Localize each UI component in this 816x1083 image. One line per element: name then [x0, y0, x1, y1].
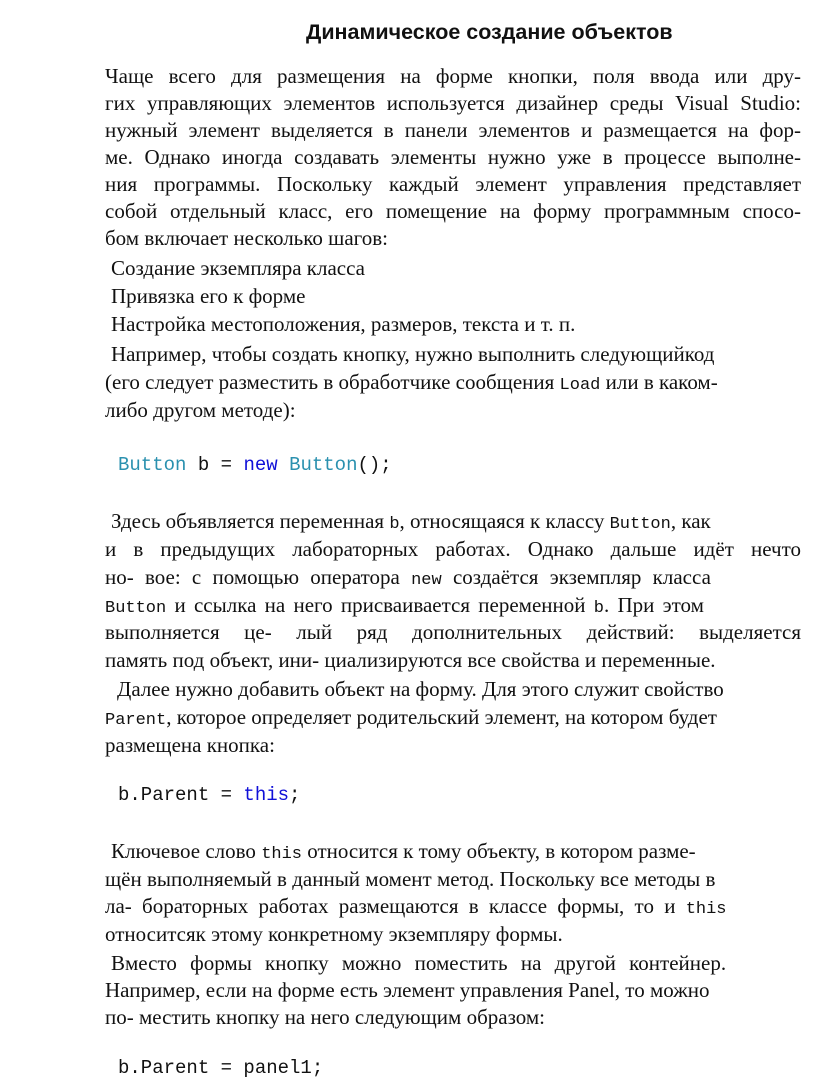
paragraph-line: бом включает несколько шагов:: [105, 226, 388, 250]
paragraph-line: собой отдельный класс, его помещение на форму программным спосо-: [105, 199, 801, 223]
paragraph-line: нужный элемент выделяется в панели элементов и размещается на фор-: [105, 118, 801, 142]
paragraph-line: ме. Однако иногда создавать элементы нужно уже в процессе выполне-: [105, 145, 801, 169]
paragraph-line: Button и ссылка на него присваивается переменной b. При этом: [105, 593, 704, 618]
list-item: Привязка его к форме: [111, 284, 306, 308]
paragraph-line: выполняется це- лый ряд дополнительных действий: выделяется: [105, 620, 801, 644]
inline-code: Button: [609, 515, 671, 534]
list-item: Настройка местоположения, размеров, текста и т. п.: [111, 312, 576, 336]
inline-code: b: [389, 515, 400, 534]
paragraph-line: относитсяк этому конкретному экземпляру формы.: [105, 922, 563, 946]
list-item: Создание экземпляра класса: [111, 256, 365, 280]
paragraph-line: Ключевое слово this относится к тому объекту, в котором разме-: [111, 839, 696, 864]
paragraph-line: гих управляющих элементов используется дизайнер среды Visual Studio:: [105, 91, 801, 115]
paragraph-line: Вместо формы кнопку можно поместить на другой контейнер.: [111, 951, 727, 975]
paragraph-line: либо другом методе):: [105, 398, 296, 422]
inline-code: Button: [105, 599, 167, 618]
paragraph-line: и в предыдущих лабораторных работах. Однако дальше идёт нечто: [105, 537, 801, 561]
paragraph-line: Чаще всего для размещения на форме кнопки, поля ввода или дру-: [105, 64, 801, 88]
paragraph-line: Здесь объявляется переменная b, относящаяся к классу Button, как: [111, 509, 711, 534]
paragraph-line: Parent, которое определяет родительский элемент, на котором будет: [105, 705, 717, 730]
code-line: b.Parent = this;: [118, 784, 301, 806]
paragraph-line: щён выполняемый в данный момент метод. Поскольку все методы в: [105, 867, 716, 891]
paragraph-line: Например, чтобы создать кнопку, нужно выполнить следующийкод: [111, 342, 715, 366]
paragraph-line: размещена кнопка:: [105, 733, 275, 757]
paragraph-line: Далее нужно добавить объект на форму. Для этого служит свойство: [117, 677, 724, 701]
paragraph-line: память под объект, ини- циализируются все свойства и переменные.: [105, 648, 716, 672]
inline-code: Load: [559, 376, 601, 395]
paragraph-line: по- местить кнопку на него следующим образом:: [105, 1005, 545, 1029]
code-line: b.Parent = panel1;: [118, 1057, 324, 1079]
paragraph-line: (его следует разместить в обработчике сообщения Load или в каком-: [105, 370, 718, 395]
inline-code: b: [593, 599, 604, 618]
paragraph-line: Например, если на форме есть элемент управления Panel, то можно: [105, 978, 710, 1002]
code-line: Button b = new Button();: [118, 454, 392, 476]
paragraph-line: ния программы. Поскольку каждый элемент управления представляет: [105, 172, 801, 196]
inline-code: new: [411, 571, 442, 590]
inline-code: this: [261, 845, 302, 864]
inline-code: Parent: [105, 711, 167, 730]
page-title: Динамическое создание объектов: [306, 20, 673, 44]
inline-code: this: [685, 900, 727, 919]
paragraph-line: ла- бораторных работах размещаются в классе формы, то и this: [105, 894, 727, 919]
paragraph-line: но- вое: с помощью оператора new создаётся экземпляр класса: [105, 565, 711, 590]
